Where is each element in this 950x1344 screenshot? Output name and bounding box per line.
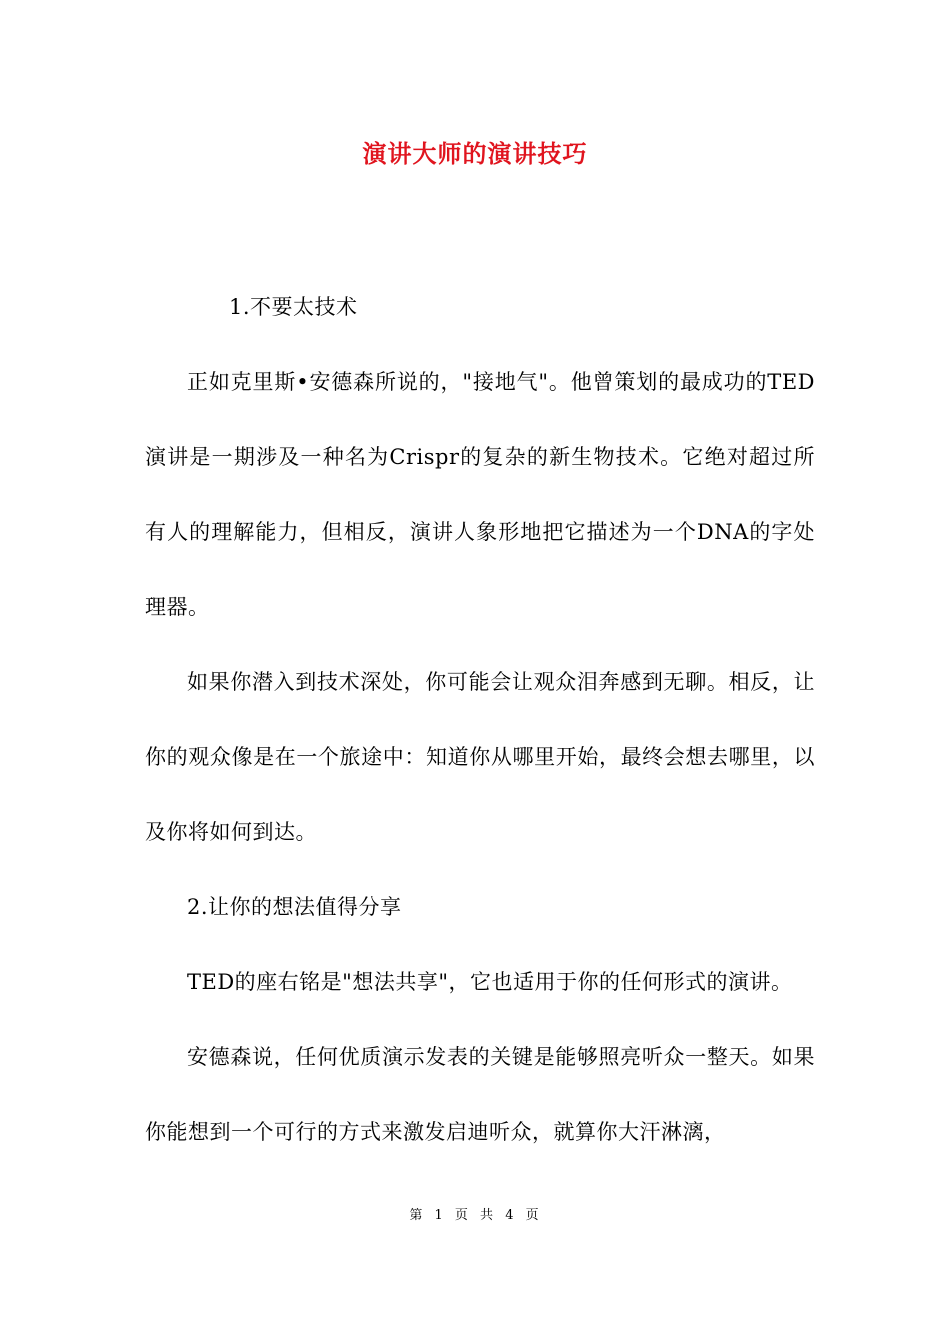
page-number-footer: 第 1 页 共 4 页 (409, 1208, 541, 1223)
paragraph-1: 正如克里斯•安德森所说的，"接地气"。他曾策划的最成功的TED演讲是一期涉及一种名为Crispr的复杂的新生物技术。它绝对超过所有人的理解能力，但相反，演讲人象形地把它描述为一个DNA的字处理器。 (145, 370, 815, 619)
section-heading-1: 1.不要太技术 (229, 295, 358, 319)
paragraph-4: 安德森说，任何优质演示发表的关键是能够照亮听众一整天。如果你能想到一个可行的方式来激发启迪听众，就算你大汗淋漓， (145, 1045, 815, 1144)
paragraph-3: TED的座右铭是"想法共享"，它也适用于你的任何形式的演讲。 (187, 970, 793, 994)
document-title: 演讲大师的演讲技巧 (362, 139, 588, 168)
paragraph-2: 如果你潜入到技术深处，你可能会让观众泪奔感到无聊。相反，让你的观众像是在一个旅途中：知道你从哪里开始，最终会想去哪里，以及你将如何到达。 (145, 670, 815, 844)
document-body (145, 270, 815, 1170)
section-heading-2: 2.让你的想法值得分享 (187, 895, 402, 919)
